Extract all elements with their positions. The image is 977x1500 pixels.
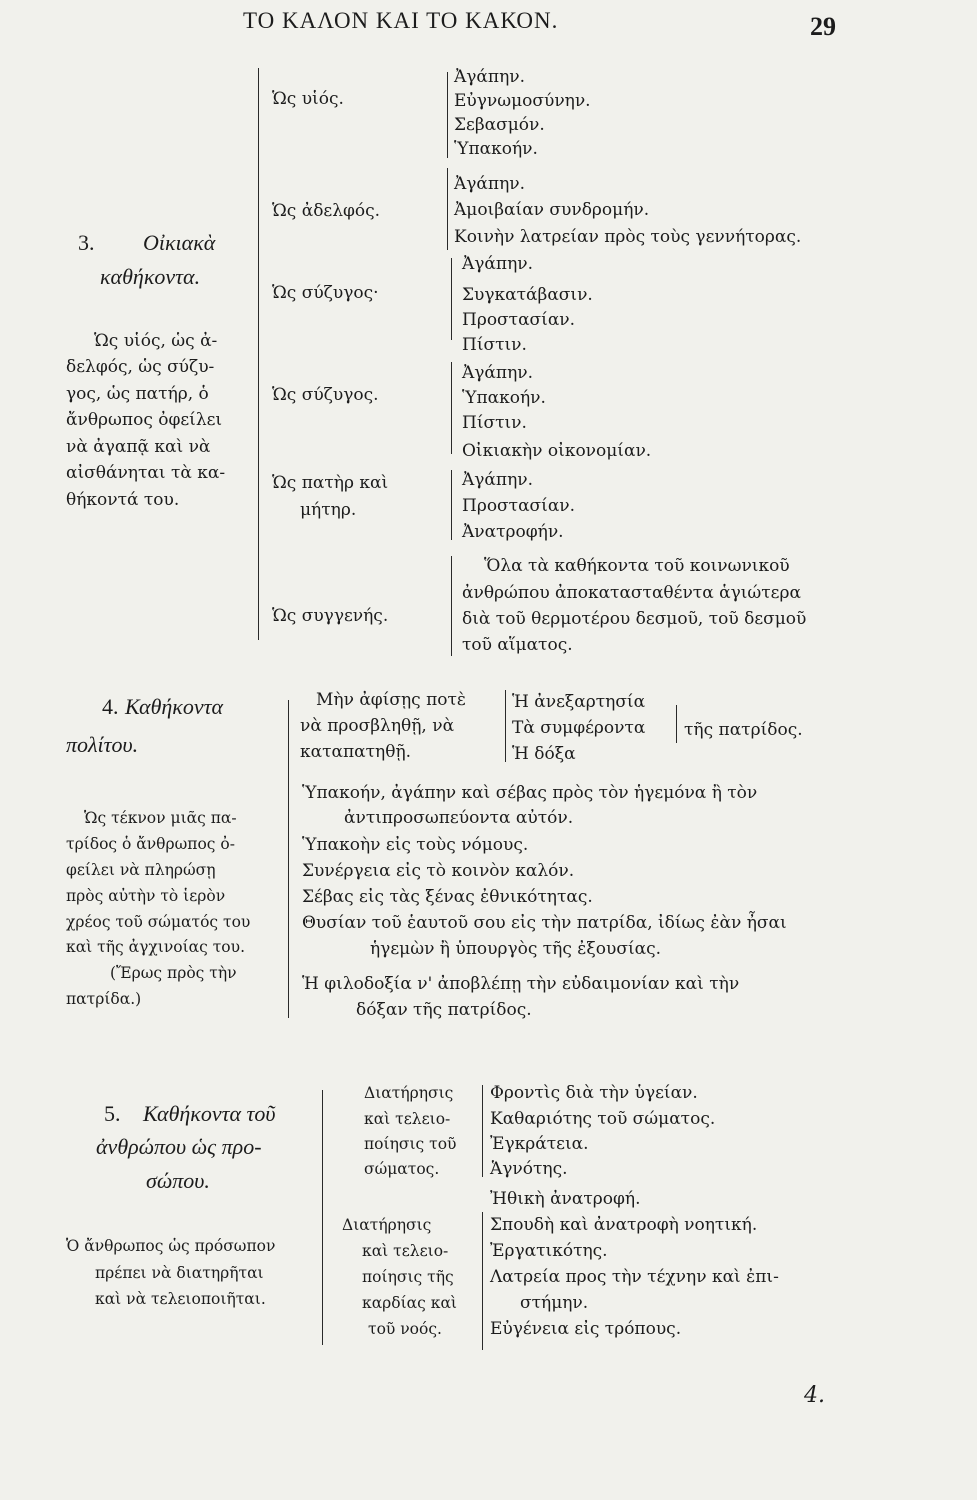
duty-item: Ἀγάπην.	[454, 174, 526, 194]
heart-item: Ἠθικὴ ἀνατροφή.	[490, 1189, 641, 1209]
duty-item: Ἀγάπην.	[462, 470, 534, 490]
citizen-duty: Σέβας εἰς τὰς ξένας ἐθνικότητας.	[302, 887, 593, 907]
relatives-line: Ὅλα τὰ καθήκοντα τοῦ κοινωνικοῦ	[484, 556, 790, 576]
heart-label-line: καρδίας καὶ	[362, 1294, 457, 1312]
description-line: αἰσθάνηται τὰ κα-	[66, 463, 226, 483]
role-label-cont: μήτηρ.	[300, 500, 357, 520]
good-item: Τὰ συμφέροντα	[512, 718, 646, 738]
citizen-duty: Ἡ φιλοδοξία ν' ἀποβλέπῃ τὴν εὐδαιμονίαν καὶ τὴν	[302, 974, 740, 994]
duty-item: Εὐγνωμοσύνην.	[454, 91, 591, 111]
description-line: (Ἔρως πρὸς τὴν	[110, 964, 237, 982]
duty-item: Ἀμοιβαίαν συνδρομήν.	[454, 200, 650, 220]
duty-item: Προστασίαν.	[462, 310, 576, 330]
duty-item: Ὑπακοήν.	[462, 388, 546, 408]
heart-label-line: καὶ τελειο-	[362, 1242, 449, 1260]
body-label-line: ποίησις τοῦ	[364, 1135, 457, 1153]
role-label: Ὡς συγγενής.	[272, 606, 389, 626]
section-title-cont: ἀνθρώπου ὡς προ-	[96, 1134, 262, 1159]
citizen-duty: Θυσίαν τοῦ ἑαυτοῦ σου εἰς τὴν πατρίδα, ἰδίως ἐὰν ἦσαι	[302, 913, 787, 933]
duty-item: Ἀγάπην.	[462, 254, 534, 274]
never-line: νὰ προσβληθῇ, νὰ	[300, 716, 455, 736]
section-title-cont: πολίτου.	[66, 732, 139, 757]
never-line: καταπατηθῇ.	[300, 742, 412, 762]
section-title: Καθήκοντα	[125, 694, 224, 719]
section-number: 3.	[78, 230, 95, 255]
goods-bracket-right	[676, 705, 677, 743]
duty-item: Κοινὴν λατρείαν πρὸς τοὺς γεννήτορας.	[454, 227, 802, 247]
role-bracket	[451, 470, 452, 540]
section-title: Καθήκοντα τοῦ	[143, 1101, 276, 1126]
heart-item: Ἐργατικότης.	[490, 1241, 608, 1261]
citizen-duty-cont: δόξαν τῆς πατρίδος.	[356, 1000, 532, 1020]
description-line: Ὡς τέκνον μιᾶς πα-	[84, 809, 237, 827]
section-5-bracket	[322, 1090, 323, 1345]
heart-item-cont: στήμην.	[520, 1293, 589, 1313]
section-number: 5.	[104, 1101, 121, 1126]
description-line: καὶ τῆς ἀγχινοίας του.	[66, 938, 245, 956]
description-line: δελφός, ὡς σύζυ-	[66, 357, 215, 377]
description-line: Ὡς υἱός, ὡς ἀ-	[94, 331, 218, 351]
role-bracket	[447, 168, 448, 250]
signature-mark: 4.	[804, 1383, 825, 1408]
role-bracket	[451, 556, 452, 656]
running-title: ΤΟ ΚΑΛΟΝ ΚΑΙ ΤΟ ΚΑΚΟΝ.	[243, 8, 559, 33]
description-line: τρίδος ὁ ἄνθρωπος ὀ-	[66, 835, 235, 853]
body-label-line: σώματος.	[364, 1160, 440, 1178]
body-label-line: καὶ τελειο-	[364, 1110, 451, 1128]
section-title-cont: καθήκοντα.	[100, 264, 201, 289]
duty-item: Πίστιν.	[462, 413, 527, 433]
description-line: καὶ νὰ τελειοποιῆται.	[95, 1290, 266, 1308]
description-line: γος, ὡς πατήρ, ὁ	[66, 384, 209, 404]
never-line: Μὴν ἀφίσῃς ποτὲ	[316, 690, 467, 710]
citizen-duty-cont: ἀντιπροσωπεύοντα αὐτόν.	[344, 808, 574, 828]
description-line: χρέος τοῦ σώματός του	[66, 913, 251, 931]
citizen-duty: Συνέργεια εἰς τὸ κοινὸν καλόν.	[302, 861, 575, 881]
body-label-line: Διατήρησις	[364, 1084, 454, 1102]
role-bracket	[451, 258, 452, 340]
heart-label-line: Διατήρησις	[342, 1216, 432, 1234]
goods-bracket	[505, 690, 506, 762]
section-3-bracket	[258, 68, 259, 640]
page-number: 29	[810, 12, 836, 41]
relatives-line: τοῦ αἵματος.	[462, 635, 573, 655]
description-line: πατρίδα.)	[66, 990, 142, 1008]
heart-label-line: τοῦ νοός.	[368, 1320, 442, 1338]
description-line: πρέπει νὰ διατηρῆται	[95, 1264, 264, 1282]
role-label: Ὡς σύζυγος·	[272, 283, 379, 303]
section-title: Οἰκιακὰ	[143, 230, 216, 255]
duty-item: Συγκατάβασιν.	[462, 285, 593, 305]
duty-item: Σεβασμόν.	[454, 115, 545, 135]
of-country-label: τῆς πατρίδος.	[684, 720, 803, 740]
description-line: Ὁ ἄνθρωπος ὡς πρόσωπον	[66, 1237, 276, 1255]
duty-item: Ὑπακοήν.	[454, 139, 538, 159]
body-item: Ἐγκράτεια.	[490, 1134, 589, 1154]
description-line: θήκοντά του.	[66, 490, 180, 510]
heart-item: Σπουδὴ καὶ ἀνατροφὴ νοητική.	[490, 1215, 758, 1235]
relatives-line: διὰ τοῦ θερμοτέρου δεσμοῦ, τοῦ δεσμοῦ	[462, 609, 807, 629]
description-line: ἄνθρωπος ὀφείλει	[66, 410, 223, 430]
duty-item: Ἀγάπην.	[454, 67, 526, 87]
good-item: Ἡ δόξα	[512, 744, 576, 764]
role-bracket	[447, 72, 448, 158]
body-item: Καθαριότης τοῦ σώματος.	[490, 1109, 716, 1129]
body-bracket	[482, 1085, 483, 1177]
relatives-line: ἀνθρώπου ἀποκατασταθέντα ἁγιώτερα	[462, 583, 801, 603]
description-line: φείλει νὰ πληρώσῃ	[66, 861, 216, 879]
role-label: Ὡς υἱός.	[272, 89, 344, 109]
section-title-cont: σώπου.	[146, 1168, 210, 1193]
good-item: Ἡ ἀνεξαρτησία	[512, 692, 646, 712]
role-label: Ὡς πατὴρ καὶ	[272, 473, 389, 493]
heart-item: Εὐγένεια εἰς τρόπους.	[490, 1319, 682, 1339]
description-line: νὰ ἀγαπᾷ καὶ νὰ	[66, 437, 211, 457]
role-label: Ὡς σύζυγος.	[272, 385, 379, 405]
duty-item: Ἀγάπην.	[462, 363, 534, 383]
duty-item: Οἰκιακὴν οἰκονομίαν.	[462, 441, 652, 461]
section-number: 4.	[102, 694, 119, 719]
duty-item: Προστασίαν.	[462, 496, 576, 516]
heart-label-line: ποίησις τῆς	[362, 1268, 454, 1286]
body-item: Ἁγνότης.	[490, 1159, 568, 1179]
role-bracket	[451, 362, 452, 454]
section-4-bracket	[288, 700, 289, 1018]
duty-item: Ἀνατροφήν.	[462, 522, 564, 542]
heart-bracket	[482, 1212, 483, 1350]
role-label: Ὡς ἀδελφός.	[272, 201, 381, 221]
body-item: Φροντὶς διὰ τὴν ὑγείαν.	[490, 1083, 698, 1103]
description-line: πρὸς αὐτὴν τὸ ἱερὸν	[66, 887, 226, 905]
citizen-duty: Ὑπακοήν, ἀγάπην καὶ σέβας πρὸς τὸν ἡγεμόνα ἢ τὸν	[302, 783, 758, 803]
duty-item: Πίστιν.	[462, 335, 527, 355]
citizen-duty-cont: ἡγεμὼν ἢ ὑπουργὸς τῆς ἐξουσίας.	[370, 939, 662, 959]
heart-item: Λατρεία προς τὴν τέχνην καὶ ἐπι-	[490, 1267, 779, 1287]
citizen-duty: Ὑπακοὴν εἰς τοὺς νόμους.	[302, 835, 529, 855]
